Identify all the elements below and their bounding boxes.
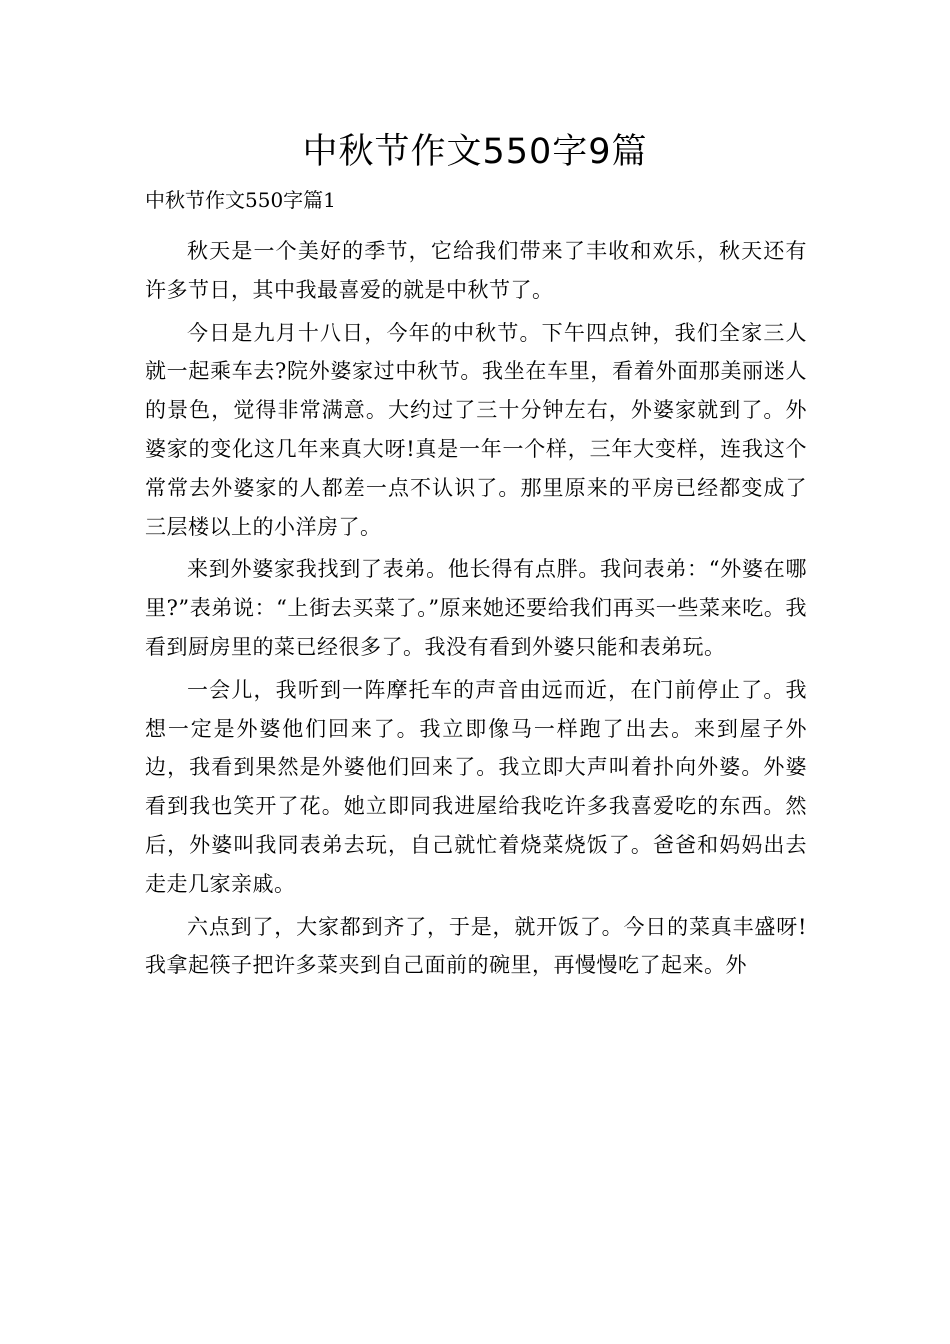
paragraph: 秋天是一个美好的季节，它给我们带来了丰收和欢乐，秋天还有许多节日，其中我最喜爱的就是中秋节了。 xyxy=(145,239,807,302)
section-heading: 中秋节作文550字篇1 xyxy=(145,188,336,212)
document-title: 中秋节作文550字9篇 xyxy=(302,132,648,172)
paragraph: 一会儿，我听到一阵摩托车的声音由远而近，在门前停止了。我想一定是外婆他们回来了。我立即像马一样跑了出去。来到屋子外边，我看到果然是外婆他们回来了。我立即大声叫着扑向外婆。外婆看到我也笑开了花。她立即同我进屋给我吃许多我喜爱吃的东西。然后，外婆叫我同表弟去玩，自己就忙着烧菜烧饭了。爸爸和妈妈出去走走几家亲戚。 xyxy=(145,677,807,896)
paragraph: 六点到了，大家都到齐了，于是，就开饭了。今日的菜真丰盛呀!我拿起筷子把许多菜夹到自己面前的碗里，再慢慢吃了起来。外 xyxy=(145,914,807,978)
paragraph: 来到外婆家我找到了表弟。他长得有点胖。我问表弟：“外婆在哪里?”表弟说：“上街去买菜了。”原来她还要给我们再买一些菜来吃。我看到厨房里的菜已经很多了。我没有看到外婆只能和表弟玩。 xyxy=(145,557,807,659)
essay-body xyxy=(145,232,807,985)
paragraph: 今日是九月十八日，今年的中秋节。下午四点钟，我们全家三人就一起乘车去?院外婆家过中秋节。我坐在车里，看着外面那美丽迷人的景色，觉得非常满意。大约过了三十分钟左右，外婆家就到了。外婆家的变化这几年来真大呀!真是一年一个样，三年大变样，连我这个常常去外婆家的人都差一点不认识了。那里原来的平房已经都变成了三层楼以上的小洋房了。 xyxy=(145,320,807,539)
